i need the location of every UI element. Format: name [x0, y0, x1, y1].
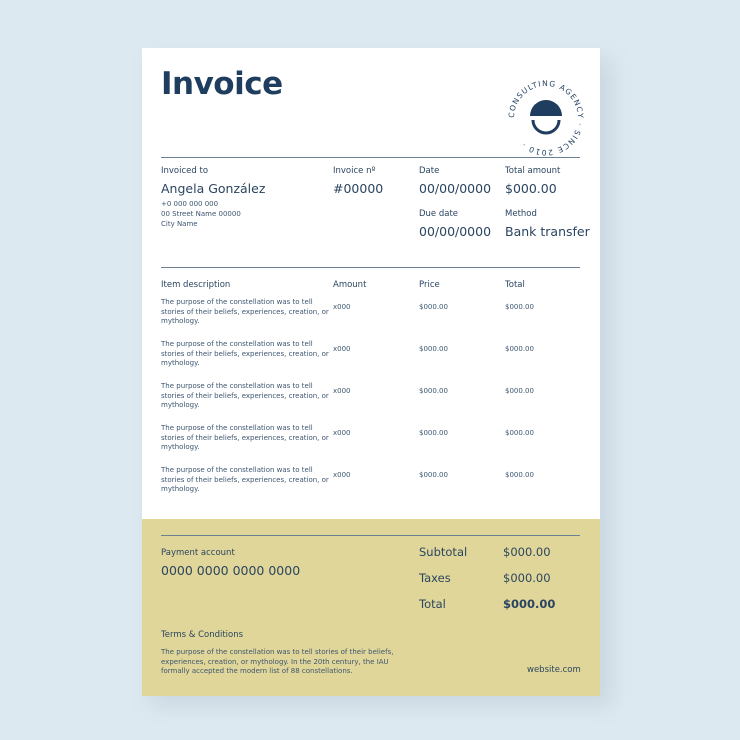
terms-text: The purpose of the constellation was to tell stories of their beliefs, experiences, creation, or mythology. In the 20th century, the IAU formally accepted the modern list of 88 constellations.: [161, 648, 394, 675]
row-total: $000.00: [505, 303, 534, 311]
payment-method: Bank transfer: [505, 224, 590, 239]
col-header-description: Item description: [161, 280, 231, 290]
row-description: The purpose of the constellation was to tell stories of their beliefs, experiences, creation, or mythology.: [161, 298, 329, 325]
row-amount: x000: [333, 387, 351, 395]
invoice-number-label: Invoice nº: [333, 166, 376, 176]
col-header-price: Price: [419, 280, 440, 290]
due-date: 00/00/0000: [419, 224, 492, 239]
row-description: The purpose of the constellation was to tell stories of their beliefs, experiences, creation, or mythology.: [161, 340, 329, 367]
page-title: Invoice: [161, 66, 283, 102]
subtotal-value: $000.00: [503, 545, 551, 559]
row-price: $000.00: [419, 345, 448, 353]
row-total: $000.00: [505, 429, 534, 437]
col-header-total: Total: [505, 280, 525, 290]
invoiced-to-label: Invoiced to: [161, 166, 209, 176]
total-amount-label: Total amount: [505, 166, 561, 176]
website-link[interactable]: website.com: [527, 665, 581, 675]
taxes-label: Taxes: [419, 571, 451, 585]
invoice-number: #00000: [333, 181, 384, 196]
terms-label: Terms & Conditions: [161, 630, 244, 640]
taxes-value: $000.00: [503, 571, 551, 585]
due-date-label: Due date: [419, 209, 459, 219]
total-label: Total: [419, 597, 446, 611]
logo-ring-text: CONSULTING AGENCY · SINCE 2010 ·: [506, 78, 586, 158]
total-amount: $000.00: [505, 181, 557, 196]
row-total: $000.00: [505, 345, 534, 353]
row-price: $000.00: [419, 303, 448, 311]
row-price: $000.00: [419, 387, 448, 395]
row-price: $000.00: [419, 471, 448, 479]
row-amount: x000: [333, 345, 351, 353]
row-total: $000.00: [505, 387, 534, 395]
method-label: Method: [505, 209, 537, 219]
row-price: $000.00: [419, 429, 448, 437]
invoice-date: 00/00/0000: [419, 181, 492, 196]
row-description: The purpose of the constellation was to tell stories of their beliefs, experiences, creation, or mythology.: [161, 466, 329, 493]
footer-divider: [161, 535, 580, 536]
row-amount: x000: [333, 471, 351, 479]
header-divider: [161, 157, 580, 158]
agency-logo: [506, 78, 586, 158]
col-header-amount: Amount: [333, 280, 367, 290]
row-description: The purpose of the constellation was to tell stories of their beliefs, experiences, creation, or mythology.: [161, 424, 329, 451]
row-amount: x000: [333, 429, 351, 437]
client-name: Angela González: [161, 181, 266, 196]
payment-account-number: 0000 0000 0000 0000: [161, 563, 301, 578]
client-city: City Name: [161, 220, 198, 228]
invoice-footer: [142, 519, 600, 696]
subtotal-label: Subtotal: [419, 545, 468, 559]
date-label: Date: [419, 166, 440, 176]
client-street: 00 Street Name 00000: [161, 210, 241, 218]
total-value: $000.00: [503, 597, 556, 611]
row-total: $000.00: [505, 471, 534, 479]
client-phone: +0 000 000 000: [161, 200, 219, 208]
payment-account-label: Payment account: [161, 548, 235, 558]
details-divider: [161, 267, 580, 268]
smiling-half-circle-icon: [530, 100, 562, 133]
row-description: The purpose of the constellation was to tell stories of their beliefs, experiences, creation, or mythology.: [161, 382, 329, 409]
invoice-page: [142, 48, 600, 696]
row-amount: x000: [333, 303, 351, 311]
